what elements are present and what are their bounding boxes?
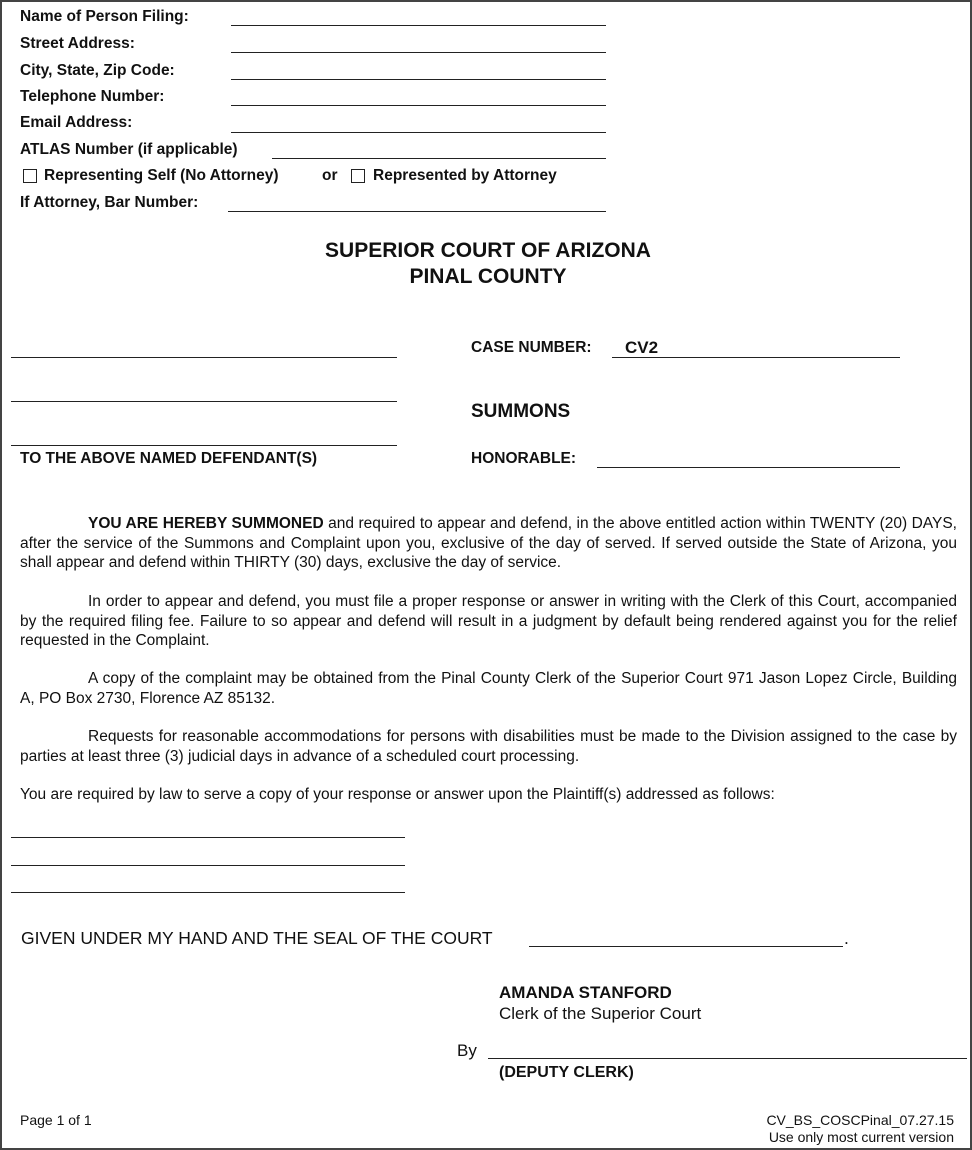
- response-paragraph: [20, 592, 957, 651]
- seal-date-field[interactable]: [529, 946, 843, 947]
- bar-number-field[interactable]: [228, 211, 606, 212]
- name-of-person-filing-label: Name of Person Filing:: [20, 8, 189, 25]
- case-number-field[interactable]: [612, 357, 900, 358]
- representing-self-checkbox[interactable]: [23, 169, 37, 183]
- response-text: In order to appear and defend, you must file a proper response or answer in writing with the Clerk of this Court, accompanied by the required filing fee. Failure to so appear and defend will result in a judgment by default being rendered against you for the relief requested in the Complaint.: [20, 593, 957, 649]
- clerk-name: AMANDA STANFORD: [499, 983, 672, 1002]
- honorable-field[interactable]: [597, 467, 900, 468]
- case-number-value: CV2: [625, 338, 659, 357]
- plaintiff-address-line-1[interactable]: [11, 837, 405, 838]
- street-address-label: Street Address:: [20, 35, 135, 52]
- defendant-heading: TO THE ABOVE NAMED DEFENDANT(S): [20, 450, 318, 467]
- defendant-name-line[interactable]: [11, 445, 397, 446]
- complaint-copy-paragraph: [20, 669, 957, 708]
- court-title: SUPERIOR COURT OF ARIZONA: [325, 239, 651, 262]
- atlas-number-field[interactable]: [272, 158, 606, 159]
- complaint-copy-text: A copy of the complaint may be obtained from the Pinal County Clerk of the Superior Court 971 Jason Lopez Circle, Building A, PO Box 2730, Florence AZ 85132.: [20, 670, 957, 707]
- summons-paragraph: [20, 514, 957, 573]
- representing-self-label: Representing Self (No Attorney): [44, 167, 279, 184]
- represented-by-attorney-checkbox[interactable]: [351, 169, 365, 183]
- by-label: By: [457, 1041, 477, 1060]
- email-address-field[interactable]: [231, 132, 606, 133]
- deputy-clerk-signature-field[interactable]: [488, 1058, 967, 1059]
- version-note: Use only most current version: [768, 1129, 954, 1145]
- serve-instructions-paragraph: You are required by law to serve a copy of your response or answer upon the Plaintiff(s) addressed as follows:: [20, 786, 775, 803]
- plaintiff-address-line-2[interactable]: [11, 865, 405, 866]
- clerk-title: Clerk of the Superior Court: [499, 1004, 702, 1023]
- plaintiff-name-line[interactable]: [11, 357, 397, 358]
- accommodations-text: Requests for reasonable accommodations for persons with disabilities must be made to the Division assigned to the case by parties at least three (3) judicial days in advance of a scheduled court processing.: [20, 728, 957, 765]
- county-title: PINAL COUNTY: [409, 265, 567, 288]
- document-title: SUMMONS: [471, 401, 571, 422]
- summoned-text: and required to appear and defend, in the above entitled action within TWENTY (20) DAYS, after the service of the Summons and Complaint upon you, exclusive of the day of served. If served outside the State of Arizona, you shall appear and defend within THIRTY (30) days, exclusive the day of service.: [20, 515, 957, 571]
- city-state-zip-label: City, State, Zip Code:: [20, 62, 175, 79]
- bar-number-label: If Attorney, Bar Number:: [20, 194, 199, 211]
- page-number: Page 1 of 1: [20, 1112, 92, 1128]
- street-address-field[interactable]: [231, 52, 606, 53]
- case-number-label: CASE NUMBER:: [471, 339, 592, 356]
- party-name-line[interactable]: [11, 401, 397, 402]
- name-of-person-filing-field[interactable]: [231, 25, 606, 26]
- given-period: .: [844, 928, 849, 948]
- plaintiff-address-line-3[interactable]: [11, 892, 405, 893]
- accommodations-paragraph: [20, 727, 957, 766]
- represented-by-attorney-label: Represented by Attorney: [373, 167, 557, 184]
- atlas-number-label: ATLAS Number (if applicable): [20, 141, 238, 158]
- form-code: CV_BS_COSCPinal_07.27.15: [766, 1112, 954, 1128]
- telephone-number-field[interactable]: [231, 105, 606, 106]
- or-label: or: [322, 167, 338, 184]
- email-address-label: Email Address:: [20, 114, 133, 131]
- summoned-emphasis: YOU ARE HEREBY SUMMONED: [88, 515, 324, 532]
- honorable-label: HONORABLE:: [471, 450, 577, 467]
- city-state-zip-field[interactable]: [231, 79, 606, 80]
- telephone-number-label: Telephone Number:: [20, 88, 165, 105]
- deputy-clerk-label: (DEPUTY CLERK): [499, 1064, 634, 1081]
- given-under-hand-text: GIVEN UNDER MY HAND AND THE SEAL OF THE COURT: [21, 928, 493, 948]
